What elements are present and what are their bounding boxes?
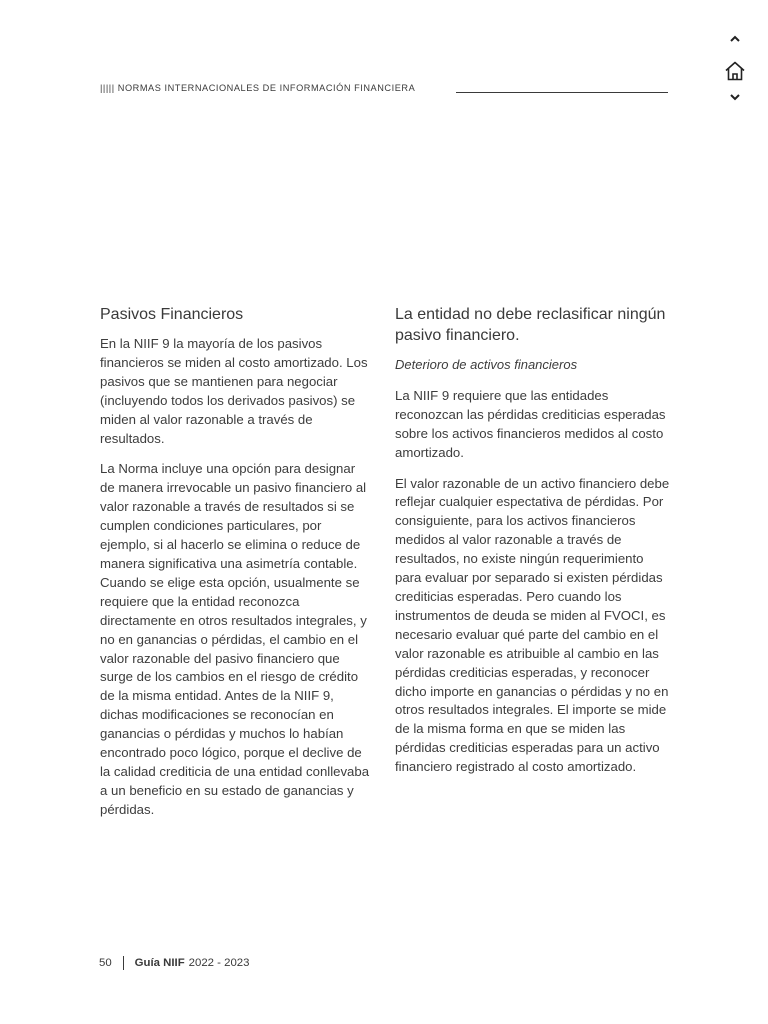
running-header: ||||| NORMAS INTERNACIONALES DE INFORMACIÓN FINANCIERA [100,83,416,93]
page-number: 50 [99,957,112,969]
section-heading: La entidad no debe reclasificar ningún pasivo financiero. [395,306,666,344]
chevron-up-icon [729,34,741,44]
paragraph: La NIIF 9 requiere que las entidades reconozcan las pérdidas crediticias esperadas sobre los activos financieros medidos al costo amortizado. [395,387,666,460]
paragraph: En la NIIF 9 la mayoría de los pasivos financieros se miden al costo amortizado. Los pasivos que se mantienen para negociar (incluyendo todos los derivados pasivos) se miden al valor razonable a través de resultados. [100,336,368,446]
page-footer [99,956,249,970]
subsection-heading: Deterioro de activos financieros [395,357,578,372]
guide-years: 2022 - 2023 [188,957,250,969]
footer-separator [123,956,124,970]
left-column [100,304,372,832]
header-rule [456,92,668,93]
section-heading: Pasivos Financieros [100,306,244,323]
home-button[interactable] [722,60,748,82]
chevron-down-icon [729,92,741,102]
paragraph: La Norma incluye una opción para designar de manera irrevocable un pasivo financiero al valor razonable a través de resultados si se cumplen condiciones particulares, por ejemplo, si al hacerlo se elimina o reduce de manera significativa una asimetría contable. Cuando se elige esta opción, usualmente se requiere que la entidad reconozca directamente en otros resultados integrales, y no en ganancias o pérdidas, el cambio en el valor razonable del pasivo financiero que surge de los cambios en el riesgo de crédito de la misma entidad. Antes de la NIIF 9, dichas modificaciones se reconocían en ganancias o pérdidas y muchos lo habían encontrado poco lógico, porque el declive de la calidad crediticia de una entidad conllevaba a un beneficio en su estado de ganancias y pérdidas. [100,461,370,817]
right-column [395,304,670,789]
next-page-button[interactable] [722,92,748,102]
guide-title: Guía NIIF [134,957,185,969]
home-icon [724,60,746,82]
paragraph: El valor razonable de un activo financiero debe reflejar cualquier espectativa de pérdidas. Por consiguiente, para los activos financieros medidos al valor razonable a través de resultados, no existe ningún requerimiento para evaluar por separado si existen pérdidas crediticias esperadas. Pero cuando los instrumentos de deuda se miden al FVOCI, es necesario evaluar qué parte del cambio en el valor razonable es atribuible al cambio en las pérdidas crediticias esperadas, y reconocer dicho importe en ganancias o pérdidas y no en otros resultados integrales. El importe se mide de la misma forma en que se miden las pérdidas crediticias esperadas para un activo financiero registrado al costo amortizado. [395,475,670,775]
previous-page-button[interactable] [722,34,748,44]
